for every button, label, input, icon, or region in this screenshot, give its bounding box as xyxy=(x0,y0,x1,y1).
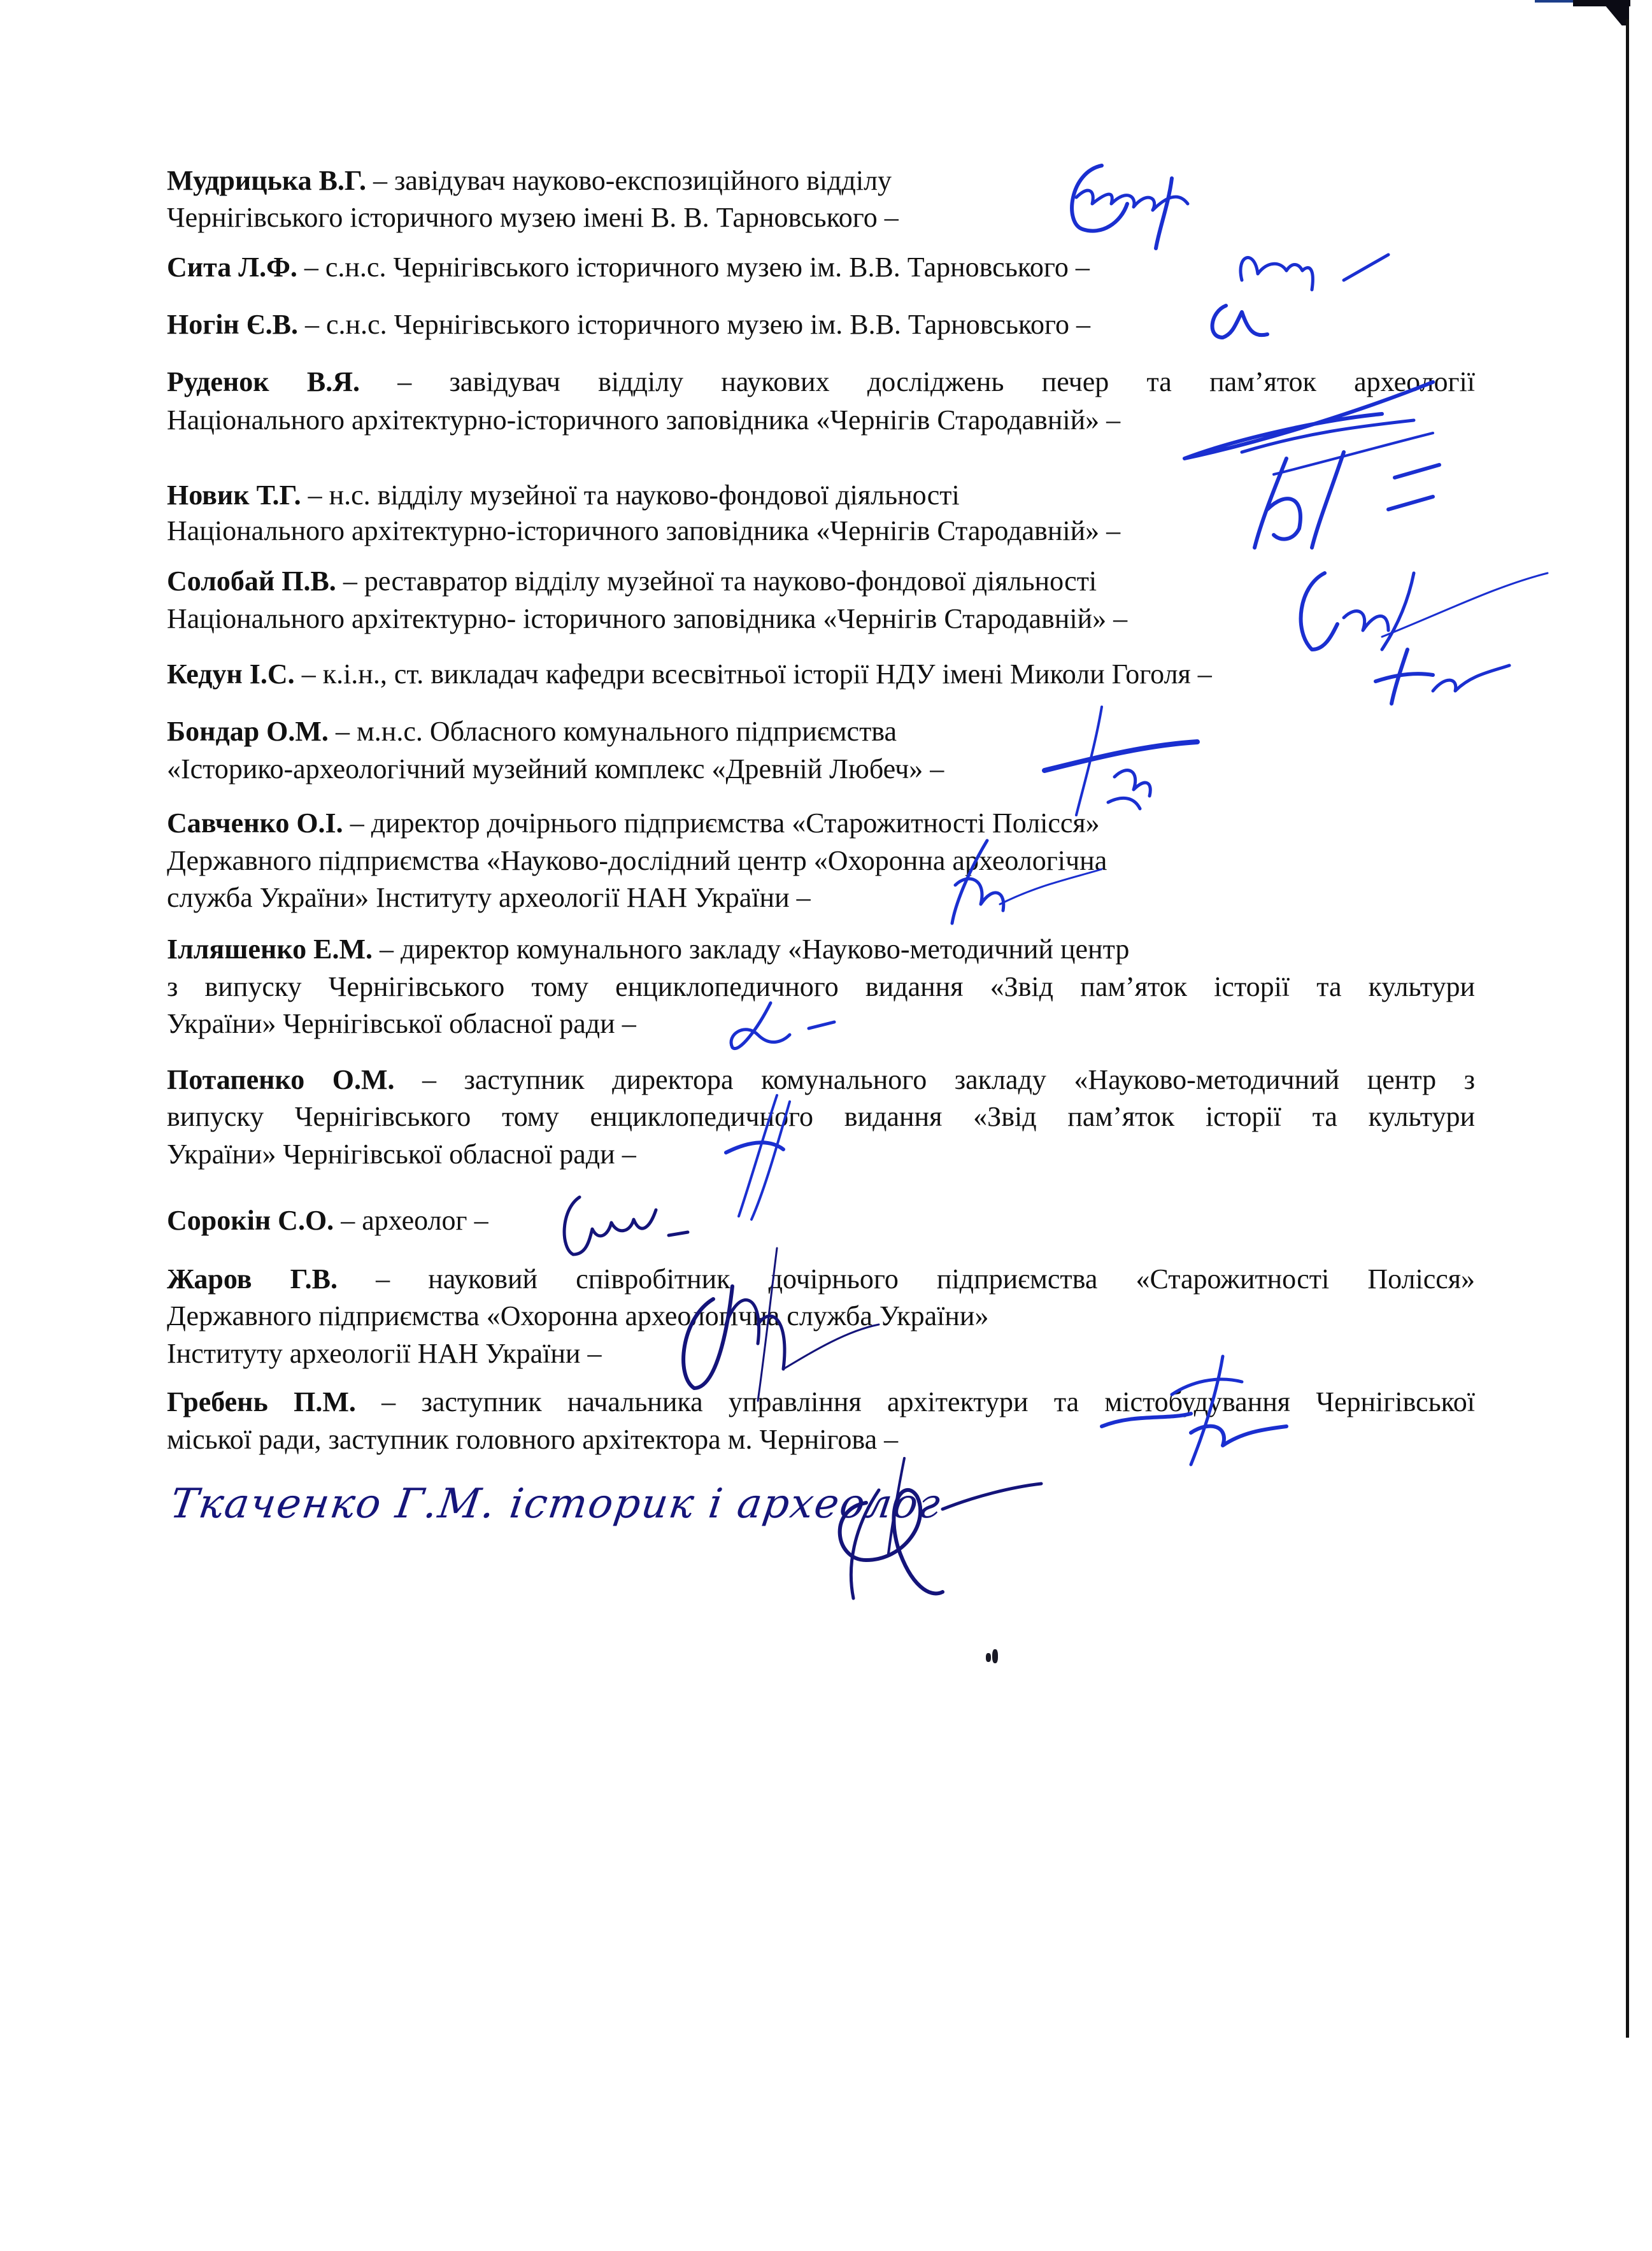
signature-novyk xyxy=(1248,452,1452,554)
entry-text: – реставратор відділу музейної та науково-фондової діяльності xyxy=(336,565,1097,597)
signature-savchenko xyxy=(943,834,1108,930)
entry-text: – завідувач науково-експозиційного відділу xyxy=(366,165,892,196)
entry-text: – директор дочірнього підприємства «Старожитності Полісся» xyxy=(343,807,1100,839)
signature-kedun xyxy=(1369,643,1516,707)
entry-bondar-line-1 xyxy=(167,715,1475,748)
entry-text: – м.н.с. Обласного комунального підприємства xyxy=(328,716,897,747)
entry-text: – науковий співробітник дочірнього підприємства «Старожитності Полісся» xyxy=(338,1263,1475,1295)
entry-name: Солобай П.В. xyxy=(167,565,336,597)
signature-hreben xyxy=(1095,1356,1306,1471)
entry-bondar-line-2: «Історико-археологічний музейний комплекс «Древній Любеч» – xyxy=(167,753,944,785)
signature-syta xyxy=(1229,242,1395,299)
entry-potapenko-line-3: України» Чернігівської обласної ради – xyxy=(167,1139,636,1170)
entry-savchenko-line-2: Державного підприємства «Науково-дослідний центр «Охоронна археологічна xyxy=(167,845,1107,876)
entry-text: – заступник начальника управління архітектури та містобудування Чернігівської xyxy=(355,1386,1476,1417)
signature-nohin xyxy=(1204,299,1286,350)
entry-name: Жаров Г.В. xyxy=(167,1263,338,1295)
entry-name: Новик Т.Г. xyxy=(167,479,301,511)
entry-text: – директор комунального закладу «Науково-методичний центр xyxy=(372,934,1130,965)
entry-text: – с.н.с. Чернігівського історичного музею ім. В.В. Тарновського – xyxy=(297,252,1090,283)
entry-hreben-line-2: міської ради, заступник головного архітектора м. Чернігова – xyxy=(167,1424,899,1455)
entry-mudrytska-line-2: Чернігівського історичного музею імені В. В. Тарновського – xyxy=(167,202,899,233)
entry-text: – с.н.с. Чернігівського історичного музею ім. В.В. Тарновського – xyxy=(297,309,1090,340)
entry-rudenok-line-2: Національного архітектурно-історичного заповідника «Чернігів Стародавній» – xyxy=(167,404,1121,436)
scan-edge-right xyxy=(1626,19,1629,2038)
entry-text: – н.с. відділу музейної та науково-фондової діяльності xyxy=(301,479,960,511)
entry-name: Ногін Є.В. xyxy=(167,309,298,340)
entry-text: – археолог – xyxy=(334,1205,488,1236)
entry-name: Руденок В.Я. xyxy=(167,366,360,397)
entry-illiashenko-line-3: України» Чернігівської обласної ради – xyxy=(167,1008,636,1039)
entry-solobai-line-2: Національного архітектурно- історичного заповідника «Чернігів Стародавній» – xyxy=(167,603,1128,634)
signature-potapenko xyxy=(701,1095,828,1223)
entry-kedun-line-1 xyxy=(167,658,1475,691)
entry-savchenko-line-1 xyxy=(167,807,1475,840)
entry-solobai-line-1 xyxy=(167,565,1475,598)
entry-illiashenko-line-1 xyxy=(167,933,1475,966)
entry-zharov-line-3: Інституту археології НАН України – xyxy=(167,1338,602,1369)
entry-mudrytska-line-1 xyxy=(167,164,1475,197)
signature-bondar xyxy=(1019,707,1210,828)
entry-name: Сита Л.Ф. xyxy=(167,252,297,283)
entry-name: Ілляшенко Е.М. xyxy=(167,934,373,965)
signature-mudrytska xyxy=(1057,153,1235,261)
entry-text: – заступник директора комунального закладу «Науково-методичний центр з xyxy=(394,1064,1475,1095)
entry-potapenko-line-1 xyxy=(167,1063,1475,1097)
entry-savchenko-line-3: служба України» Інституту археології НАН України – xyxy=(167,882,811,913)
entry-novyk-line-2: Національного архітектурно-історичного заповідника «Чернігів Стародавній» – xyxy=(167,515,1121,546)
entry-text: – к.і.н., ст. викладач кафедри всесвітньої історії НДУ імені Миколи Гоголя – xyxy=(294,658,1212,690)
handwritten-note: Ткаченко Г.М. історик і археолог xyxy=(167,1481,944,1528)
signature-solobai xyxy=(1286,560,1554,656)
entry-illiashenko-line-2: з випуску Чернігівського тому енциклопедичного видання «Звід пам’яток історії та культури xyxy=(167,971,1475,1002)
entry-name: Сорокін С.О. xyxy=(167,1205,334,1236)
entry-name: Мудрицька В.Г. xyxy=(167,165,366,196)
entry-name: Бондар О.М. xyxy=(167,716,329,747)
entry-name: Кедун І.С. xyxy=(167,658,295,690)
entry-name: Савченко О.І. xyxy=(167,807,343,839)
entry-potapenko-line-2: випуску Чернігівського тому енциклопедичного видання «Звід пам’яток історії та культури xyxy=(167,1101,1475,1132)
entry-text: – завідувач відділу наукових досліджень печер та пам’яток археології xyxy=(359,366,1475,397)
entry-name: Гребень П.М. xyxy=(167,1386,356,1417)
entry-zharov-line-2: Державного підприємства «Охоронна археологічна служба України» xyxy=(167,1300,989,1331)
signature-tkachenko xyxy=(828,1452,1044,1611)
signature-zharov xyxy=(662,1248,892,1401)
entry-name: Потапенко О.М. xyxy=(167,1064,395,1095)
ink-blot xyxy=(986,1649,1001,1668)
signature-illiashenko xyxy=(720,990,847,1060)
